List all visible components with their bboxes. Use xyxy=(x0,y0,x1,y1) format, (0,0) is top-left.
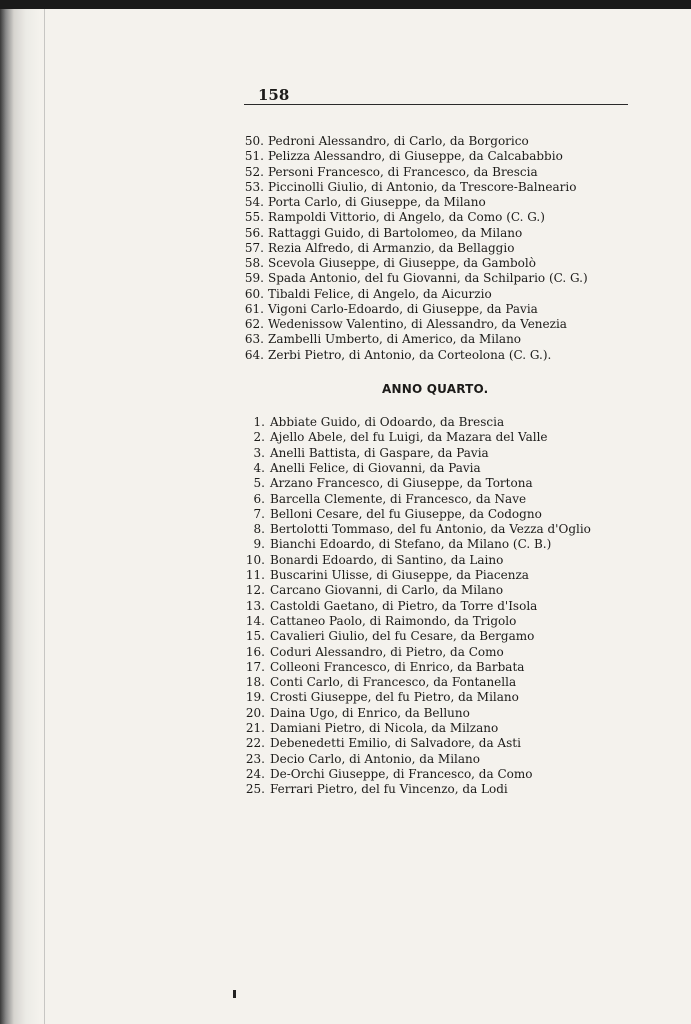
entry-text: Conti Carlo, di Francesco, da Fontanella xyxy=(270,675,517,690)
entry-text: Abbiate Guido, di Odoardo, da Brescia xyxy=(270,415,505,429)
top-scan-border xyxy=(0,0,691,9)
entry-number: 23. xyxy=(245,751,265,766)
entry-text: Castoldi Gaetano, di Pietro, da Torre d'Isola xyxy=(270,598,538,613)
entry-number: 3. xyxy=(253,445,265,460)
spine-edge-line xyxy=(44,0,45,1024)
entry-number: 61. xyxy=(244,301,264,316)
entry-number: 2. xyxy=(253,430,265,445)
entry-text: Rezia Alfredo, di Armanzio, da Bellaggio xyxy=(268,240,515,255)
entry-number: 19. xyxy=(245,690,265,705)
entry-number: 50. xyxy=(244,134,264,148)
entry-text: Ajello Abele, del fu Luigi, da Mazara del Valle xyxy=(270,430,548,445)
entry-text: Scevola Giuseppe, di Giuseppe, da Gambolò xyxy=(268,256,536,270)
entry-text: Personi Francesco, di Francesco, da Brescia xyxy=(268,164,538,179)
entry-text: Daina Ugo, di Enrico, da Belluno xyxy=(270,705,470,720)
entry-number: 58. xyxy=(244,256,264,270)
entry-number: 7. xyxy=(253,506,265,521)
entry-text: Rattaggi Guido, di Bartolomeo, da Milano xyxy=(268,225,523,240)
section-heading: ANNO QUARTO. xyxy=(382,382,489,396)
entry-text: Anelli Battista, di Gaspare, da Pavia xyxy=(270,445,489,460)
entry-number: 63. xyxy=(244,332,264,347)
entry-text: Cattaneo Paolo, di Raimondo, da Trigolo xyxy=(270,613,517,628)
entry-number: 60. xyxy=(244,286,264,301)
entry-number: 9. xyxy=(253,537,265,552)
entry-number: 22. xyxy=(245,736,265,751)
entry-text: Cavalieri Giulio, del fu Cesare, da Bergamo xyxy=(270,629,535,644)
entry-text: Debenedetti Emilio, di Salvadore, da Asti xyxy=(270,736,521,751)
entry-number: 57. xyxy=(244,240,264,255)
entry-number: 64. xyxy=(244,347,264,362)
entry-number: 8. xyxy=(253,522,265,537)
entry-number: 4. xyxy=(253,460,265,475)
entry-number: 25. xyxy=(245,782,265,797)
entry-text: Piccinolli Giulio, di Antonio, da Trescore-Balneario xyxy=(268,179,577,194)
ink-speck xyxy=(233,990,236,998)
entry-number: 54. xyxy=(244,195,264,209)
entry-number: 56. xyxy=(244,225,264,240)
entry-number: 5. xyxy=(253,476,265,491)
entry-text: Zambelli Umberto, di Americo, da Milano xyxy=(268,332,522,347)
entry-number: 11. xyxy=(245,568,265,582)
entry-text: Pelizza Alessandro, di Giuseppe, da Calcababbio xyxy=(268,149,563,164)
entry-number: 51. xyxy=(244,149,264,164)
entry-text: Porta Carlo, di Giuseppe, da Milano xyxy=(268,195,486,209)
entry-text: Bonardi Edoardo, di Santino, da Laino xyxy=(270,552,504,567)
entry-text: Wedenissow Valentino, di Alessandro, da Venezia xyxy=(268,317,567,331)
entry-number: 12. xyxy=(245,583,265,598)
entry-number: 62. xyxy=(244,317,264,331)
entry-text: Damiani Pietro, di Nicola, da Milzano xyxy=(270,721,499,735)
entry-text: Zerbi Pietro, di Antonio, da Corteolona (C. G.). xyxy=(268,347,552,362)
entry-number: 10. xyxy=(245,552,265,567)
entry-text: Colleoni Francesco, di Enrico, da Barbata xyxy=(270,659,525,674)
entry-text: Vigoni Carlo-Edoardo, di Giuseppe, da Pavia xyxy=(268,301,538,316)
entry-text: Bianchi Edoardo, di Stefano, da Milano (C. B.) xyxy=(270,537,552,552)
page-number: 158 xyxy=(258,86,290,104)
entry-number: 55. xyxy=(244,210,264,225)
entry-number: 53. xyxy=(244,179,264,194)
entry-text: Crosti Giuseppe, del fu Pietro, da Milano xyxy=(270,690,519,705)
entry-text: Coduri Alessandro, di Pietro, da Como xyxy=(270,644,504,659)
entry-text: Arzano Francesco, di Giuseppe, da Tortona xyxy=(270,476,533,491)
entry-text: Bertolotti Tommaso, del fu Antonio, da Vezza d'Oglio xyxy=(270,522,591,537)
header-rule xyxy=(244,104,628,105)
entry-number: 16. xyxy=(245,644,265,659)
book-spine-shadow xyxy=(0,0,40,1024)
entry-text: Barcella Clemente, di Francesco, da Nave xyxy=(270,491,527,506)
entry-text: Anelli Felice, di Giovanni, da Pavia xyxy=(270,460,481,475)
entry-text: Ferrari Pietro, del fu Vincenzo, da Lodi xyxy=(270,782,508,797)
entry-number: 24. xyxy=(245,766,265,781)
entry-number: 21. xyxy=(245,721,265,735)
entry-number: 13. xyxy=(245,598,265,613)
entry-number: 52. xyxy=(244,164,264,179)
entry-number: 20. xyxy=(245,705,265,720)
entry-text: Tibaldi Felice, di Angelo, da Aicurzio xyxy=(268,286,492,301)
entry-text: Buscarini Ulisse, di Giuseppe, da Piacenza xyxy=(270,568,529,582)
entry-number: 1. xyxy=(253,415,265,429)
entry-text: Decio Carlo, di Antonio, da Milano xyxy=(270,751,480,766)
entry-text: Rampoldi Vittorio, di Angelo, da Como (C. G.) xyxy=(268,210,545,225)
entry-number: 17. xyxy=(245,659,265,674)
entry-text: Spada Antonio, del fu Giovanni, da Schilpario (C. G.) xyxy=(268,271,588,286)
entry-number: 59. xyxy=(244,271,264,286)
entry-number: 18. xyxy=(245,675,265,690)
entry-number: 14. xyxy=(245,613,265,628)
entry-number: 6. xyxy=(253,491,265,506)
entry-text: De-Orchi Giuseppe, di Francesco, da Como xyxy=(270,766,533,781)
entry-text: Belloni Cesare, del fu Giuseppe, da Codogno xyxy=(270,506,542,521)
entry-text: Pedroni Alessandro, di Carlo, da Borgorico xyxy=(268,134,529,148)
entry-text: Carcano Giovanni, di Carlo, da Milano xyxy=(270,583,504,598)
entry-number: 15. xyxy=(245,629,265,644)
